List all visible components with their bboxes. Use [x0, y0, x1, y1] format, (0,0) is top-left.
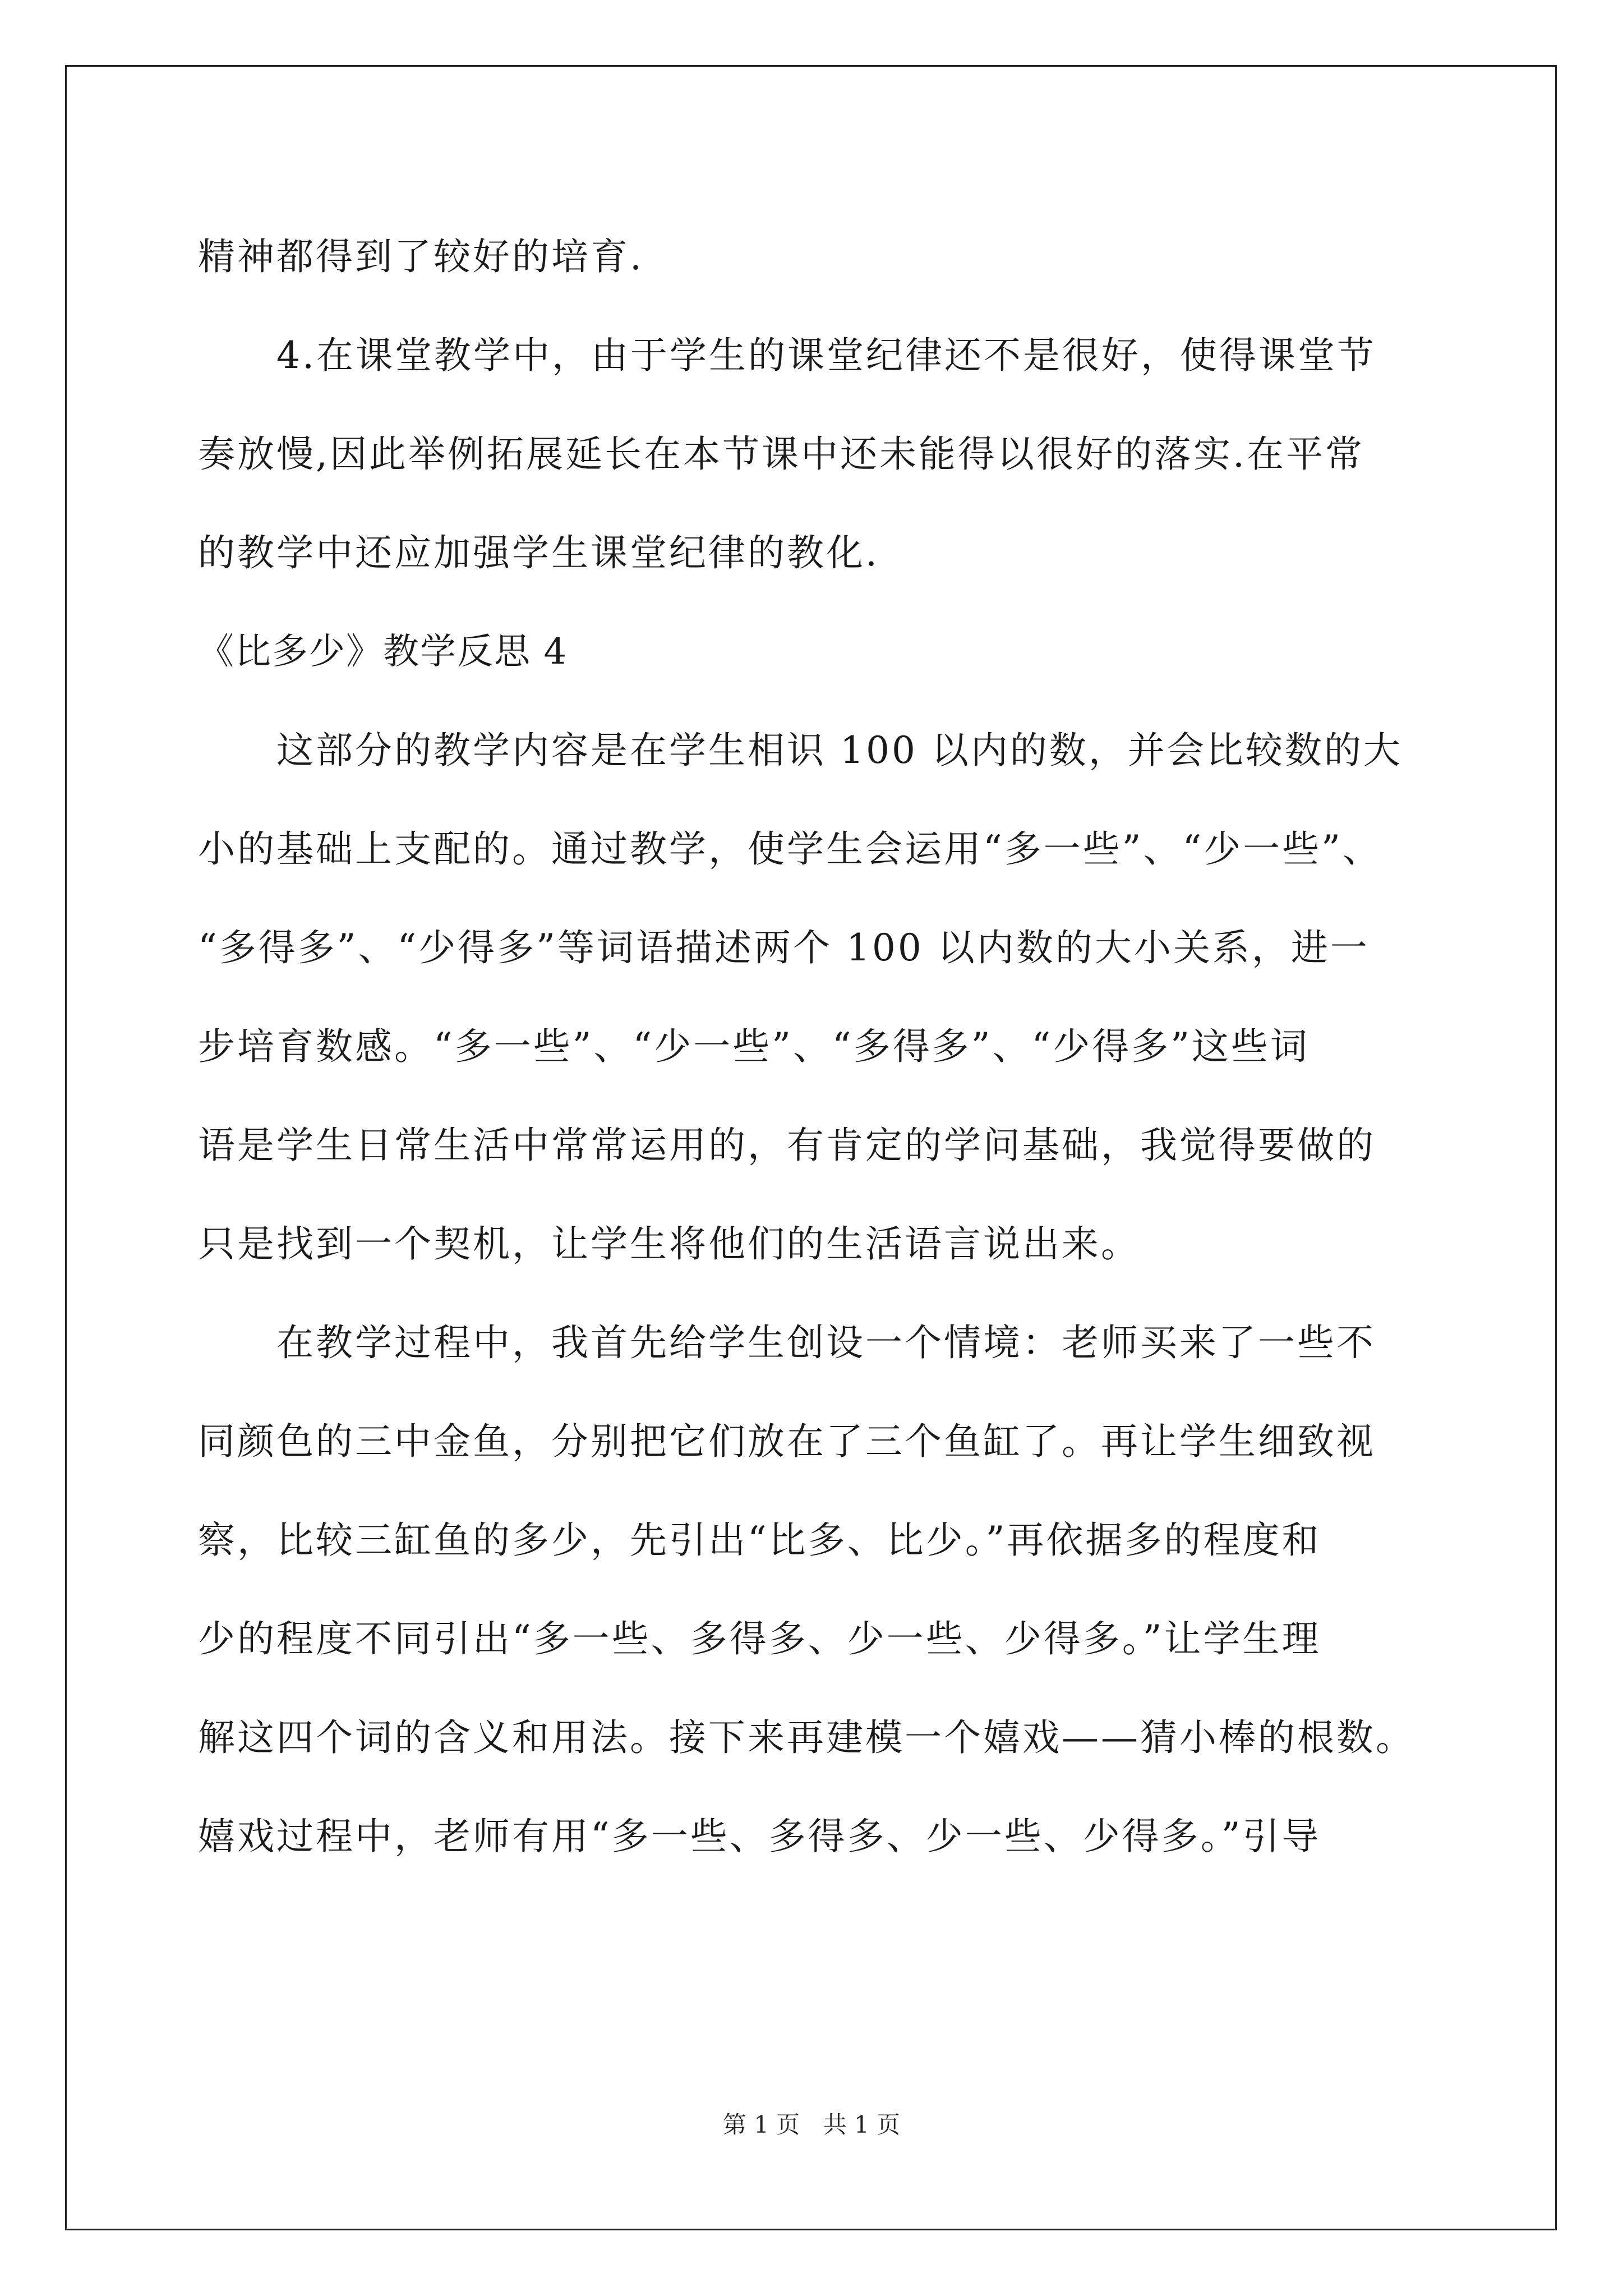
text-line: 这部分的教学内容是在学生相识 100 以内的数，并会比较数的大	[276, 729, 1403, 772]
text-line: 只是找到一个契机，让学生将他们的生活语言说出来。	[198, 1222, 1140, 1266]
text-line: 同颜色的三中金鱼，分别把它们放在了三个鱼缸了。再让学生细致视	[198, 1420, 1376, 1463]
text-line: 精神都得到了较好的培育.	[198, 235, 644, 278]
text-line: 步培育数感。“多一些”、“少一些”、“多得多”、“少得多”这些词	[198, 1025, 1310, 1068]
text-line: 的教学中还应加强学生课堂纪律的教化.	[198, 531, 879, 574]
text-line: 4.在课堂教学中，由于学生的课堂纪律还不是很好，使得课堂节	[276, 334, 1376, 377]
page-footer	[0, 2106, 1623, 2140]
text-line: 语是学生日常生活中常常运用的，有肯定的学问基础，我觉得要做的	[198, 1124, 1376, 1167]
page-total: 共 1 页	[823, 2111, 901, 2138]
text-line: 解这四个词的含义和用法。接下来再建模一个嬉戏——猜小棒的根数。	[198, 1716, 1415, 1759]
document-body	[198, 208, 1426, 1886]
text-line: 察，比较三缸鱼的多少，先引出“比多、比少。”再依据多的程度和	[198, 1519, 1321, 1562]
text-line: “多得多”、“少得多”等词语描述两个 100 以内数的大小关系，进一	[198, 926, 1370, 969]
section-heading: 《比多少》教学反思 4	[198, 631, 568, 673]
text-line: 在教学过程中，我首先给学生创设一个情境：老师买来了一些不	[276, 1321, 1376, 1364]
text-line: 少的程度不同引出“多一些、多得多、少一些、少得多。”让学生理	[198, 1617, 1321, 1660]
text-line: 奏放慢,因此举例拓展延长在本节课中还未能得以很好的落实.在平常	[198, 432, 1364, 476]
text-line: 小的基础上支配的。通过教学，使学生会运用“多一些”、“少一些”、	[198, 827, 1382, 871]
text-line: 嬉戏过程中，老师有用“多一些、多得多、少一些、少得多。”引导	[198, 1815, 1321, 1858]
page-number: 第 1 页	[722, 2111, 800, 2138]
